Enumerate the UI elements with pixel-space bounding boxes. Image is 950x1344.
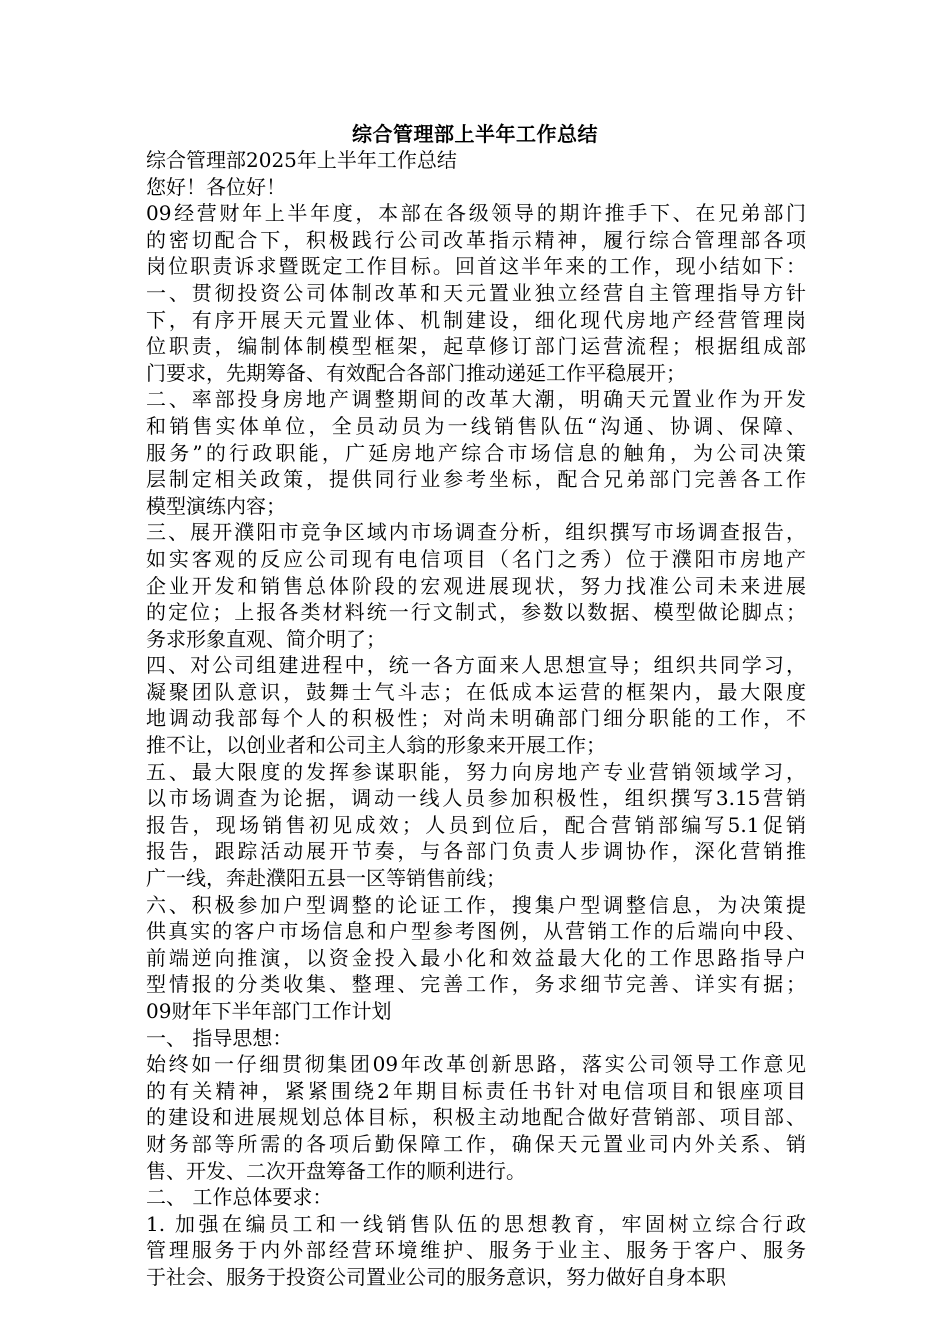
body-line: 09财年下半年部门工作计划 — [146, 999, 392, 1023]
body-line: 凝聚团队意识，鼓舞士气斗志；在低成本运营的框架内，最大限度 — [146, 679, 806, 704]
body-line: 您好！各位好！ — [146, 174, 286, 199]
body-line: 和销售实体单位，全员动员为一线销售队伍“沟通、协调、保障、 — [146, 413, 806, 438]
body-line: 财务部等所需的各项后勤保障工作，确保天元置业司内外关系、销 — [146, 1131, 806, 1156]
body-line: 推不让，以创业者和公司主人翁的形象来开展工作； — [146, 733, 606, 758]
body-line: 广一线，奔赴濮阳五县一区等销售前线； — [146, 866, 506, 891]
body-line: 层制定相关政策，提供同行业参考坐标，配合兄弟部门完善各工作 — [146, 467, 806, 492]
body-line: 型情报的分类收集、整理、完善工作，务求细节完善、详实有据； — [146, 972, 806, 997]
body-line: 的有关精神，紧紧围绕2年期目标责任书针对电信项目和银座项目 — [146, 1078, 806, 1103]
body-line: 一、贯彻投资公司体制改革和天元置业独立经营自主管理指导方针 — [146, 280, 806, 305]
body-line: 一、 指导思想： — [146, 1025, 293, 1050]
body-line: 09经营财年上半年度，本部在各级领导的期许推手下、在兄弟部门 — [146, 201, 806, 226]
body-line: 三、展开濮阳市竞争区域内市场调查分析，组织撰写市场调查报告， — [146, 520, 806, 545]
document-title: 综合管理部上半年工作总结 — [352, 122, 598, 146]
body-line: 综合管理部2025年上半年工作总结 — [146, 148, 457, 172]
body-line: 如实客观的反应公司现有电信项目（名门之秀）位于濮阳市房地产 — [146, 546, 806, 571]
body-line: 岗位职责诉求暨既定工作目标。回首这半年来的工作，现小结如下： — [146, 254, 806, 279]
body-line: 前端逆向推演，以资金投入最小化和效益最大化的工作思路指导户 — [146, 945, 806, 970]
body-line: 报告，跟踪活动展开节奏，与各部门负责人步调协作，深化营销推 — [146, 839, 806, 864]
body-line: 供真实的客户市场信息和户型参考图例，从营销工作的后端向中段、 — [146, 919, 806, 944]
body-line: 报告，现场销售初见成效；人员到位后，配合营销部编写5.1促销 — [146, 812, 806, 837]
body-line: 以市场调查为论据，调动一线人员参加积极性，组织撰写3.15营销 — [146, 786, 806, 811]
body-line: 于社会、服务于投资公司置业公司的服务意识，努力做好自身本职 — [146, 1264, 726, 1289]
document-body — [146, 147, 806, 1291]
body-line: 的定位；上报各类材料统一行文制式，参数以数据、模型做论脚点； — [146, 600, 806, 625]
body-line: 模型演练内容； — [146, 493, 286, 518]
body-line: 门要求，先期筹备、有效配合各部门推动递延工作平稳展开； — [146, 360, 686, 385]
body-line: 二、 工作总体要求： — [146, 1185, 333, 1210]
body-line: 下，有序开展天元置业体、机制建设，细化现代房地产经营管理岗 — [146, 307, 806, 332]
body-line: 管理服务于内外部经营环境维护、服务于业主、服务于客户、服务 — [146, 1238, 806, 1263]
body-line: 1. 加强在编员工和一线销售队伍的思想教育，牢固树立综合行政 — [146, 1211, 806, 1236]
body-line: 二、率部投身房地产调整期间的改革大潮，明确天元置业作为开发 — [146, 387, 806, 412]
body-line: 的建设和进展规划总体目标，积极主动地配合做好营销部、项目部、 — [146, 1105, 806, 1130]
body-line: 务求形象直观、简介明了； — [146, 626, 386, 651]
body-line: 六、积极参加户型调整的论证工作，搜集户型调整信息，为决策提 — [146, 892, 806, 917]
body-line: 位职责，编制体制模型框架，起草修订部门运营流程；根据组成部 — [146, 334, 806, 359]
body-line: 的密切配合下，积极践行公司改革指示精神，履行综合管理部各项 — [146, 227, 806, 252]
body-line: 服务”的行政职能，广延房地产综合市场信息的触角，为公司决策 — [146, 440, 806, 465]
body-line: 企业开发和销售总体阶段的宏观进展现状，努力找准公司未来进展 — [146, 573, 806, 598]
body-line: 始终如一仔细贯彻集团09年改革创新思路，落实公司领导工作意见 — [146, 1052, 806, 1077]
body-line: 售、开发、二次开盘筹备工作的顺利进行。 — [146, 1158, 526, 1183]
body-line: 五、最大限度的发挥参谋职能，努力向房地产专业营销领域学习， — [146, 759, 806, 784]
body-line: 四、对公司组建进程中，统一各方面来人思想宣导；组织共同学习， — [146, 653, 806, 678]
body-line: 地调动我部每个人的积极性；对尚未明确部门细分职能的工作，不 — [146, 706, 806, 731]
